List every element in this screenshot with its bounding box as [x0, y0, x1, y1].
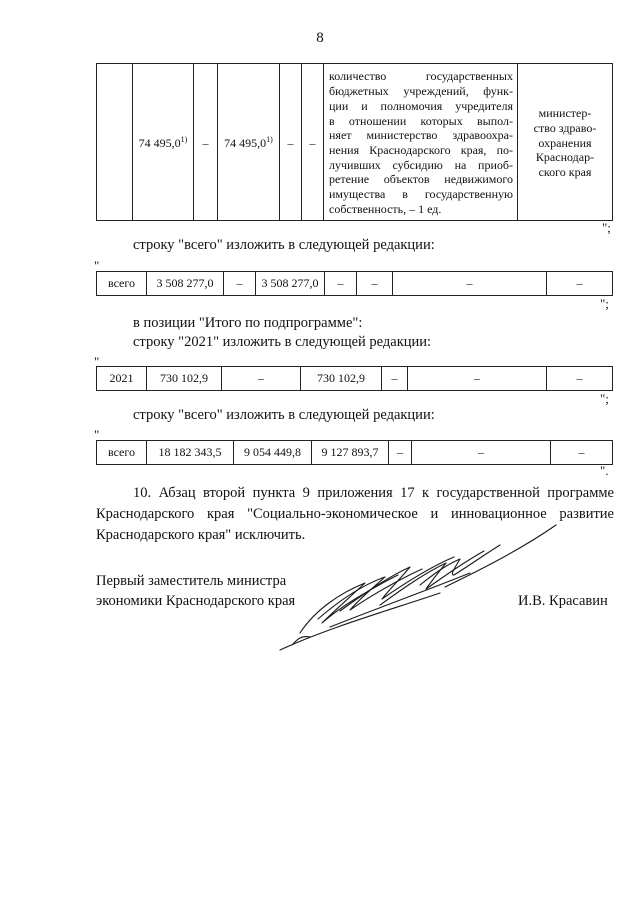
instruction-total-row-2: строку "всего" изложить в следующей редакции:	[133, 407, 435, 423]
value-cell: –	[222, 367, 301, 391]
table-row	[97, 64, 613, 221]
value-cell: 18 182 343,5	[147, 441, 234, 465]
value-cell: 730 102,9	[301, 367, 382, 391]
value-cell: –	[357, 272, 393, 296]
table-total-row-2	[96, 440, 613, 465]
paragraph-10: 10. Абзац второй пункта 9 приложения 17 к государственной программе Краснодарского края "Социально-экономическое и инновационное развитие Краснодарского края" исключить.	[96, 485, 614, 543]
instruction-subprogram: в позиции "Итого по подпрограмме":	[133, 315, 363, 331]
table-row	[97, 441, 613, 465]
closing-quote: ";	[600, 296, 609, 311]
value-cell: –	[547, 272, 613, 296]
value-cell: 3 508 277,0	[256, 272, 325, 296]
table-continuation	[96, 63, 613, 221]
description-line: лучивших субсидию на приоб-	[329, 157, 513, 172]
page-number: 8	[316, 30, 324, 46]
value-cell: 3 508 277,0	[147, 272, 224, 296]
value-cell: –	[412, 441, 551, 465]
value-cell: 9 054 449,8	[234, 441, 312, 465]
description-line: нения Краснодарского края, по-	[329, 143, 513, 157]
value-cell: –	[302, 64, 324, 221]
label-cell: всего	[97, 272, 147, 296]
table-2021-row	[96, 366, 613, 391]
value-cell: –	[551, 441, 613, 465]
position-line: Первый заместитель министра	[96, 573, 287, 589]
responsible-line: министер-	[538, 106, 592, 121]
value-cell: –	[224, 272, 256, 296]
value-cell: 74 495,0$^{1)}$	[133, 64, 194, 221]
description-line: имущества в государственную	[329, 187, 513, 202]
responsible-cell	[518, 64, 613, 221]
value-cell: 730 102,9	[147, 367, 222, 391]
responsible-line: охранения	[538, 135, 592, 150]
value-cell: –	[393, 272, 547, 296]
opening-quote: "	[94, 258, 100, 273]
opening-quote: "	[94, 427, 100, 442]
label-cell: всего	[97, 441, 147, 465]
position-line: экономики Краснодарского края	[96, 593, 296, 609]
instruction-2021-row: строку "2021" изложить в следующей редакции:	[133, 334, 432, 350]
value-cell: –	[408, 367, 547, 391]
closing-quote: ";	[600, 391, 609, 406]
value-cell: –	[382, 367, 408, 391]
table-row	[97, 272, 613, 296]
value-cell: –	[194, 64, 218, 221]
description-line: собственность, – 1 ед.	[329, 201, 442, 216]
closing-quote: ".	[600, 463, 609, 478]
closing-quote: ";	[602, 220, 611, 235]
table-row	[97, 367, 613, 391]
value-cell: –	[280, 64, 302, 221]
handwritten-signature	[270, 515, 560, 655]
responsible-line: Краснодар-	[535, 150, 595, 165]
description-line: в отношении которых выпол-	[329, 113, 513, 128]
value-cell: 9 127 893,7	[312, 441, 389, 465]
signatory-position	[96, 571, 295, 611]
description-line: ции и полномочия учредителя	[329, 98, 513, 113]
responsible-line: ского края	[538, 165, 592, 180]
value-cell: –	[389, 441, 412, 465]
value-cell: –	[547, 367, 613, 391]
signatory-name: И.В. Красавин	[518, 593, 608, 609]
description-line: бюджетных учреждений, функ-	[329, 84, 513, 99]
value-cell: 74 495,0$^{1)}$	[218, 64, 280, 221]
responsible-line: ство здраво-	[533, 120, 597, 135]
empty-cell	[97, 64, 133, 221]
instruction-total-row: строку "всего" изложить в следующей редакции:	[133, 237, 435, 253]
table-total-row	[96, 271, 613, 296]
label-cell: 2021	[97, 367, 147, 391]
value-cell: –	[325, 272, 357, 296]
opening-quote: "	[94, 354, 100, 369]
description-line: количество государственных	[329, 69, 513, 84]
description-cell	[324, 64, 518, 221]
description-line: няет министерство здравоохра-	[329, 128, 513, 143]
description-line: ретение объектов недвижимого	[329, 172, 513, 187]
